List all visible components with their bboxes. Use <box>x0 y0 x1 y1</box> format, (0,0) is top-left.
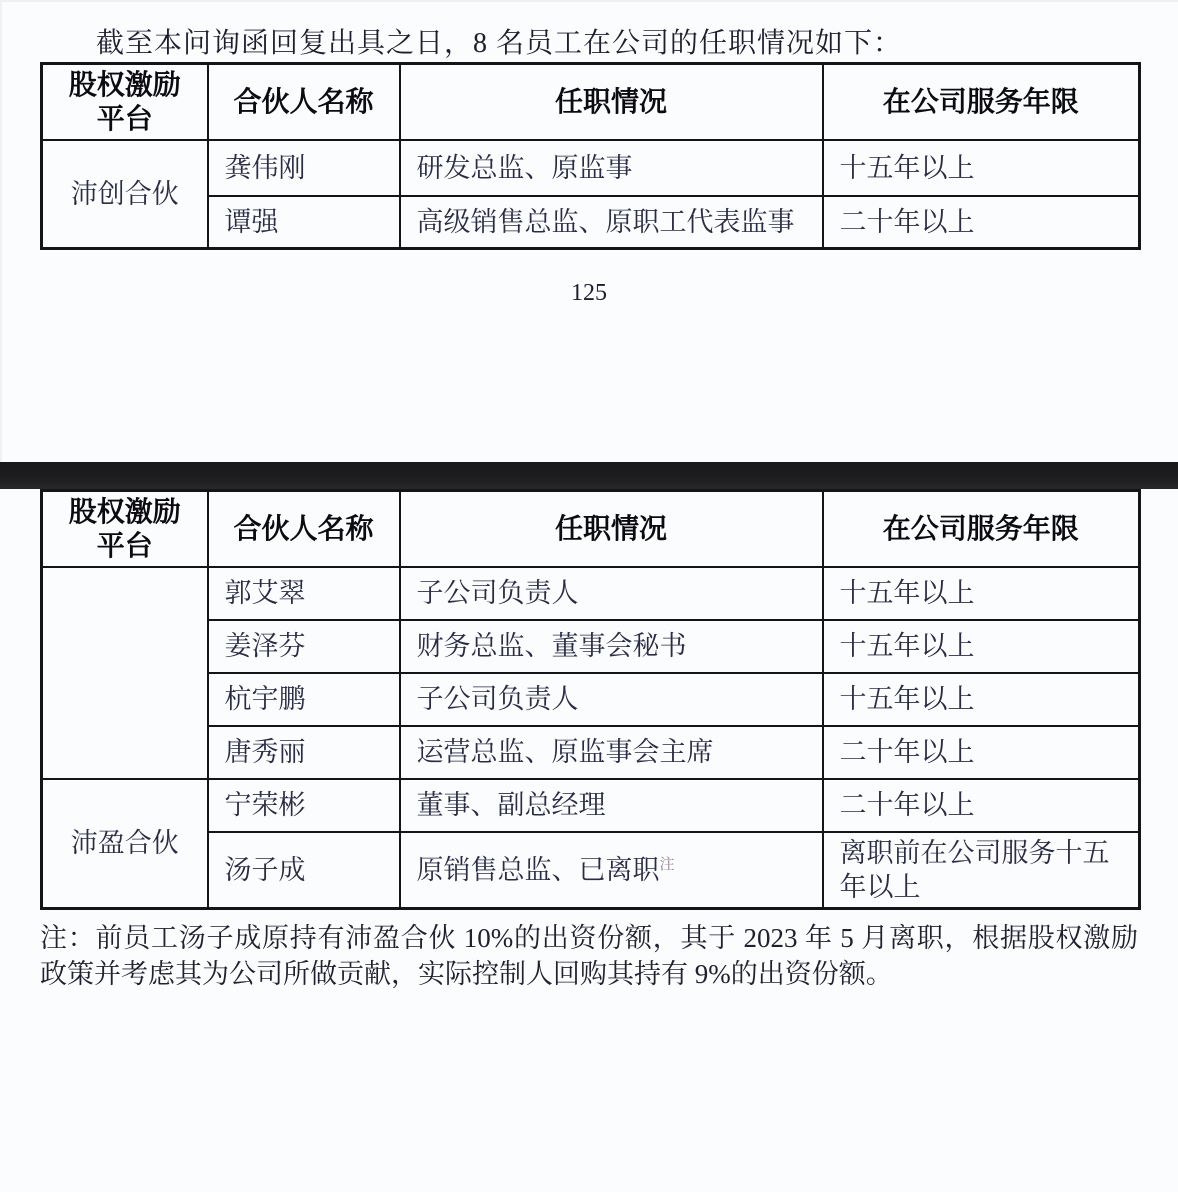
table1-header-position: 任职情况 <box>400 64 823 140</box>
position-cell: 子公司负责人 <box>400 567 823 620</box>
footnote-line2: 政策并考虑其为公司所做贡献，实际控制人回购其持有 9%的出资份额。 <box>40 959 893 989</box>
table-row <box>42 567 1140 620</box>
table1-header-years: 在公司服务年限 <box>823 64 1140 140</box>
footnote-line1: 注：前员工汤子成原持有沛盈合伙 10%的出资份额，其于 2023 年 5 月离职，根据股权激励 <box>40 923 1138 953</box>
note-superscript: 注 <box>659 856 675 873</box>
table1-header-platform <box>42 64 208 140</box>
header-platform-line1: 股权激励 <box>68 68 181 100</box>
table1-header-partner: 合伙人名称 <box>208 64 400 140</box>
table-row <box>42 779 1140 832</box>
employment-table-2 <box>40 489 1141 910</box>
partner-cell: 杭宇鹏 <box>208 673 400 726</box>
table2-header-partner: 合伙人名称 <box>208 491 400 567</box>
position-cell <box>400 832 823 909</box>
document-page-2 <box>0 489 1178 1192</box>
years-cell: 二十年以上 <box>823 196 1140 249</box>
table2-header-platform <box>42 491 208 567</box>
partner-cell: 汤子成 <box>208 832 400 909</box>
header-platform-line2: 平台 <box>96 529 153 561</box>
position-cell: 高级销售总监、原职工代表监事 <box>400 196 823 249</box>
table2-header-row <box>42 491 1140 567</box>
partner-cell: 龚伟刚 <box>208 140 400 196</box>
partner-cell: 唐秀丽 <box>208 726 400 779</box>
table2-platform-cell: 沛盈合伙 <box>42 779 208 909</box>
document-page-1 <box>0 0 1178 462</box>
position-cell: 研发总监、原监事 <box>400 140 823 196</box>
table2-header-years: 在公司服务年限 <box>823 491 1140 567</box>
years-cell: 二十年以上 <box>823 779 1140 832</box>
header-platform-line2: 平台 <box>96 102 153 134</box>
intro-paragraph: 截至本问询函回复出具之日，8 名员工在公司的任职情况如下： <box>96 28 903 59</box>
years-cell: 十五年以上 <box>823 567 1140 620</box>
table2-header-position: 任职情况 <box>400 491 823 567</box>
employment-table-1 <box>40 62 1141 250</box>
table2-platform-empty-cell <box>42 567 208 779</box>
page-number: 125 <box>571 280 607 306</box>
page-break-bar <box>0 462 1178 489</box>
position-cell: 财务总监、董事会秘书 <box>400 620 823 673</box>
partner-cell: 姜泽芬 <box>208 620 400 673</box>
partner-cell: 谭强 <box>208 196 400 249</box>
table-row <box>42 140 1140 196</box>
years-cell: 十五年以上 <box>823 140 1140 196</box>
years-cell: 十五年以上 <box>823 673 1140 726</box>
partner-cell: 郭艾翠 <box>208 567 400 620</box>
header-platform-line1: 股权激励 <box>68 495 181 527</box>
years-cell: 十五年以上 <box>823 620 1140 673</box>
position-text: 原销售总监、已离职 <box>416 854 660 885</box>
position-cell: 子公司负责人 <box>400 673 823 726</box>
partner-cell: 宁荣彬 <box>208 779 400 832</box>
position-cell: 运营总监、原监事会主席 <box>400 726 823 779</box>
table1-platform-cell: 沛创合伙 <box>42 140 208 249</box>
years-cell: 二十年以上 <box>823 726 1140 779</box>
footnote <box>40 920 1138 992</box>
table1-header-row <box>42 64 1140 140</box>
position-cell: 董事、副总经理 <box>400 779 823 832</box>
years-cell: 离职前在公司服务十五年以上 <box>823 832 1140 909</box>
